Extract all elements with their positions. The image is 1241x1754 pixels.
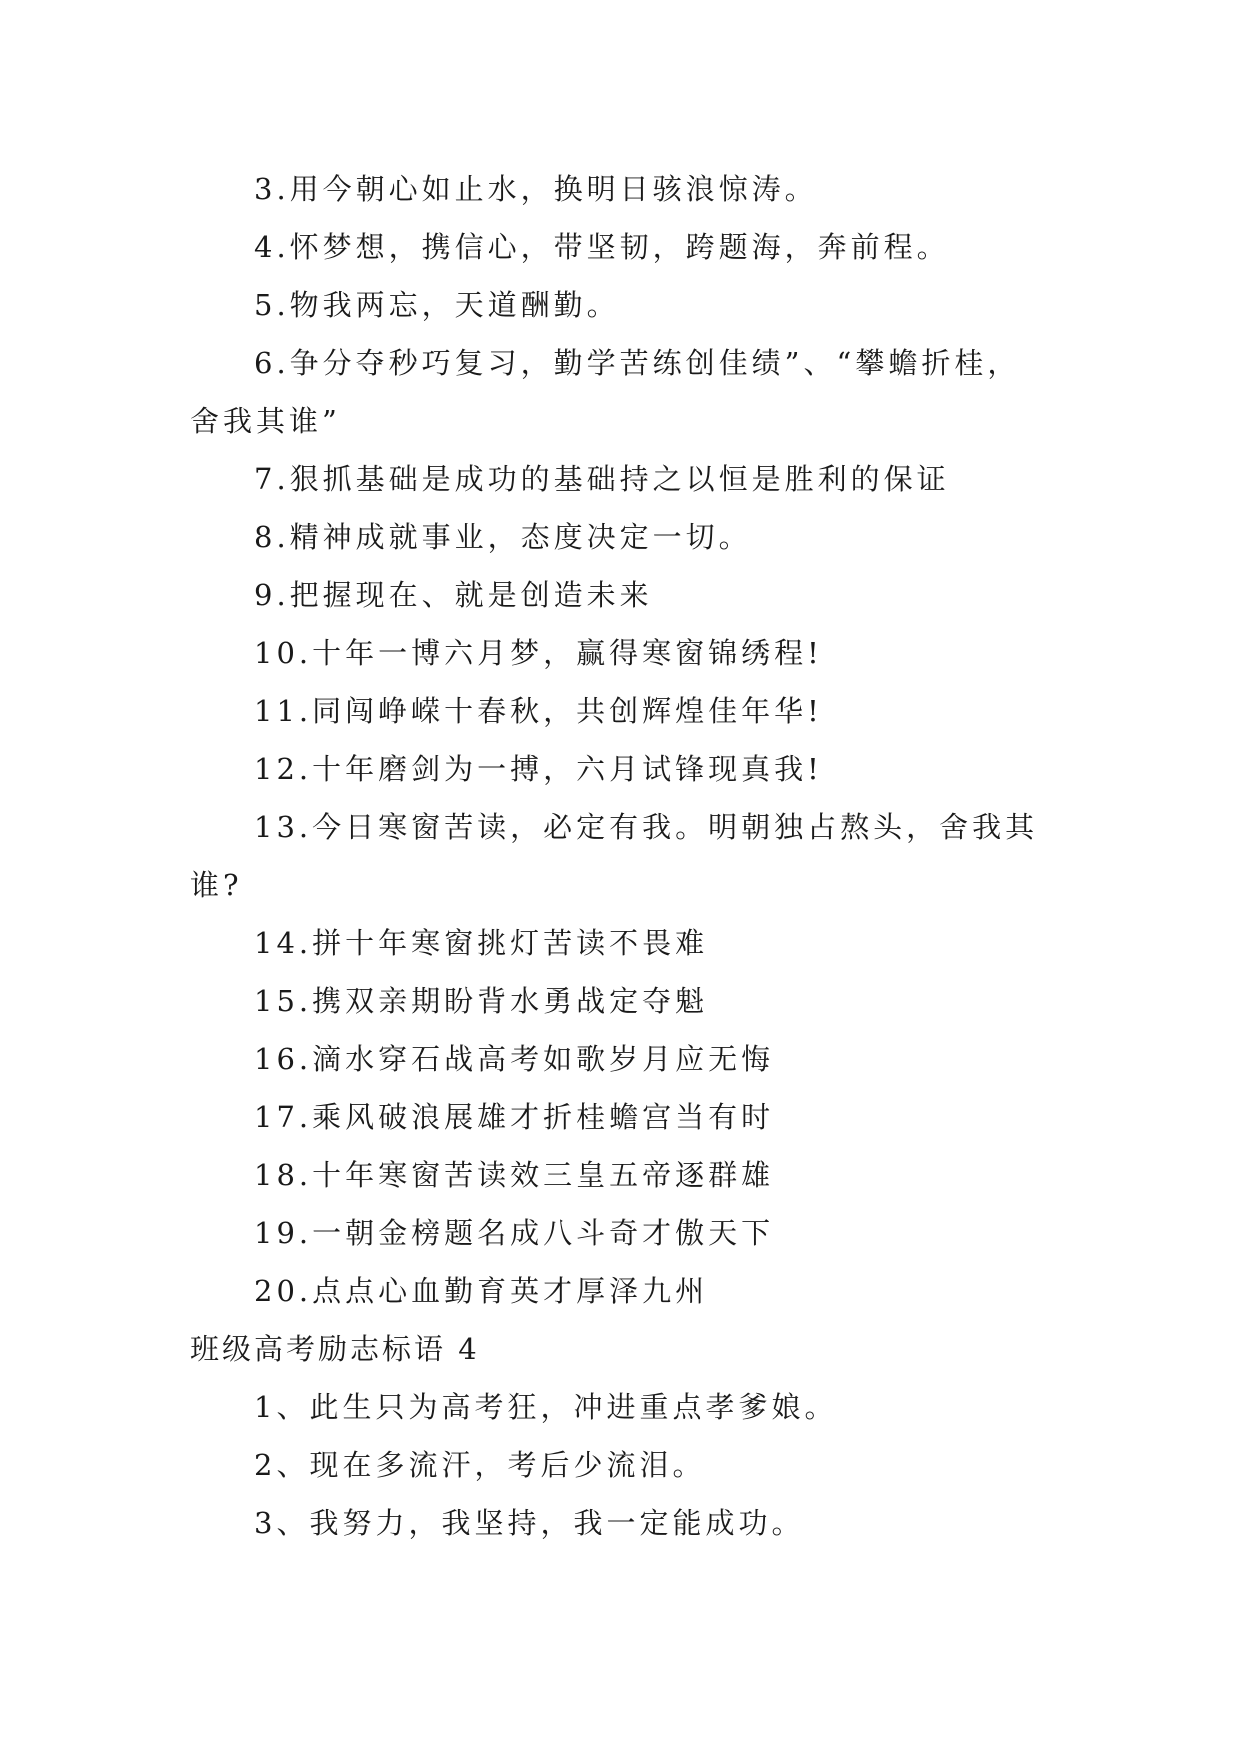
slogan-item-17: 17.乘风破浪展雄才折桂蟾宫当有时 xyxy=(254,1100,775,1134)
slogan-item-5: 5.物我两忘，天道酬勤。 xyxy=(254,288,620,322)
slogan-item-19: 19.一朝金榜题名成八斗奇才傲天下 xyxy=(254,1216,775,1250)
section4-item-1: 1、此生只为高考狂，冲进重点孝爹娘。 xyxy=(254,1390,838,1424)
slogan-item-16: 16.滴水穿石战高考如歌岁月应无悔 xyxy=(254,1042,775,1076)
slogan-item-13: 13.今日寒窗苦读，必定有我。明朝独占熬头，舍我其谁? xyxy=(190,810,1039,902)
slogan-item-15: 15.携双亲期盼背水勇战定夺魁 xyxy=(254,984,709,1018)
slogan-item-9: 9.把握现在、就是创造未来 xyxy=(254,578,653,612)
document-body xyxy=(190,160,1050,1552)
slogan-item-8: 8.精神成就事业，态度决定一切。 xyxy=(254,520,752,554)
slogan-item-11: 11.同闯峥嵘十春秋，共创辉煌佳年华! xyxy=(254,694,823,728)
slogan-item-7: 7.狠抓基础是成功的基础持之以恒是胜利的保证 xyxy=(254,462,950,496)
slogan-item-12: 12.十年磨剑为一搏，六月试锋现真我! xyxy=(254,752,823,786)
slogan-item-18: 18.十年寒窗苦读效三皇五帝逐群雄 xyxy=(254,1158,775,1192)
section4-item-3: 3、我努力，我坚持，我一定能成功。 xyxy=(254,1506,805,1540)
slogan-item-20: 20.点点心血勤育英才厚泽九州 xyxy=(254,1274,709,1308)
slogan-item-10: 10.十年一博六月梦，赢得寒窗锦绣程! xyxy=(254,636,823,670)
slogan-item-6: 6.争分夺秒巧复习，勤学苦练创佳绩”、“攀蟾折桂，舍我其谁” xyxy=(190,346,1021,438)
section-heading: 班级高考励志标语 4 xyxy=(190,1332,480,1366)
section4-item-2: 2、现在多流汗，考后少流泪。 xyxy=(254,1448,706,1482)
slogan-item-14: 14.拼十年寒窗挑灯苦读不畏难 xyxy=(254,926,709,960)
slogan-item-4: 4.怀梦想，携信心，带坚韧，跨题海，奔前程。 xyxy=(254,230,950,264)
slogan-item-3: 3.用今朝心如止水，换明日骇浪惊涛。 xyxy=(254,172,818,206)
